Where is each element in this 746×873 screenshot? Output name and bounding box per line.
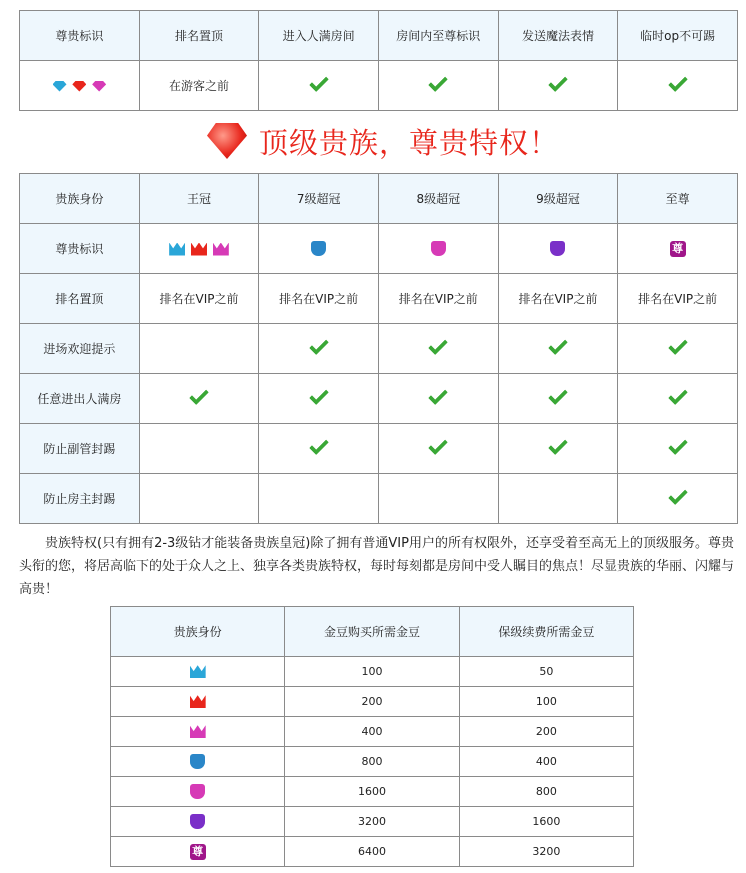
table-header-row — [111, 607, 634, 657]
check-cell — [139, 374, 259, 424]
check-icon — [668, 72, 688, 92]
check-cell — [618, 424, 738, 474]
icon-cell — [111, 717, 285, 747]
check-icon — [548, 435, 568, 455]
banner — [207, 119, 559, 163]
icon-cell — [111, 777, 285, 807]
table-row — [20, 324, 738, 374]
buy-cell: 1600 — [285, 777, 459, 807]
zun-badge-icon: 尊 — [670, 241, 686, 257]
table-row — [20, 374, 738, 424]
red-crown-icon — [191, 243, 207, 256]
check-icon — [189, 385, 209, 405]
check-cell — [139, 424, 259, 474]
pink-crown-icon — [213, 243, 229, 256]
icon-cell — [111, 687, 285, 717]
table-row — [20, 474, 738, 524]
check-cell — [378, 374, 498, 424]
row-label: 防止副管封踢 — [20, 424, 140, 474]
row-label: 排名置顶 — [20, 274, 140, 324]
vip-privileges-table — [19, 10, 738, 111]
purple-shield-crown-icon — [190, 814, 205, 829]
table-row — [20, 224, 738, 274]
col-header: 进入人满房间 — [259, 11, 379, 61]
check-cell — [139, 474, 259, 524]
table-row — [111, 837, 634, 867]
blue-shield-crown-icon — [190, 754, 205, 769]
table-row — [111, 807, 634, 837]
renew-cell: 800 — [459, 777, 633, 807]
pink-shield-crown-icon — [431, 241, 446, 256]
rank-cell: 排名在VIP之前 — [618, 274, 738, 324]
badge-cell — [139, 224, 259, 274]
col-header: 9级超冠 — [498, 174, 618, 224]
badge-cell — [498, 224, 618, 274]
col-header: 7级超冠 — [259, 174, 379, 224]
check-icon — [428, 72, 448, 92]
table-row — [111, 657, 634, 687]
rank-cell: 排名在VIP之前 — [498, 274, 618, 324]
pricing-table — [110, 606, 634, 867]
check-icon — [668, 485, 688, 505]
icon-cell — [111, 747, 285, 777]
check-icon — [309, 335, 329, 355]
buy-cell: 200 — [285, 687, 459, 717]
row-label: 尊贵标识 — [20, 224, 140, 274]
icon-cell — [111, 807, 285, 837]
badge-cell — [20, 61, 140, 111]
rank-cell: 排名在VIP之前 — [259, 274, 379, 324]
check-cell — [139, 324, 259, 374]
check-cell — [618, 324, 738, 374]
rank-cell: 排名在VIP之前 — [378, 274, 498, 324]
noble-privileges-table — [19, 173, 738, 524]
buy-cell: 800 — [285, 747, 459, 777]
banner-title: 顶级贵族，尊贵特权！ — [259, 125, 560, 160]
table-row — [111, 777, 634, 807]
renew-cell: 1600 — [459, 807, 633, 837]
col-header: 至尊 — [618, 174, 738, 224]
row-label: 进场欢迎提示 — [20, 324, 140, 374]
renew-cell: 200 — [459, 717, 633, 747]
check-cell — [259, 474, 379, 524]
check-icon — [309, 72, 329, 92]
check-cell — [498, 374, 618, 424]
check-cell — [378, 424, 498, 474]
check-cell — [259, 424, 379, 474]
check-cell — [259, 61, 379, 111]
purple-shield-crown-icon — [550, 241, 565, 256]
icon-cell — [111, 657, 285, 687]
table-row — [111, 687, 634, 717]
check-icon — [309, 385, 329, 405]
check-icon — [668, 335, 688, 355]
table-row — [20, 424, 738, 474]
check-icon — [428, 385, 448, 405]
check-cell — [498, 61, 618, 111]
col-header: 王冠 — [139, 174, 259, 224]
renew-cell: 100 — [459, 687, 633, 717]
buy-cell: 6400 — [285, 837, 459, 867]
check-icon — [668, 385, 688, 405]
check-cell — [378, 324, 498, 374]
table-row — [20, 274, 738, 324]
col-header: 房间内至尊标识 — [378, 11, 498, 61]
check-cell — [618, 374, 738, 424]
col-header: 临时op不可踢 — [618, 11, 738, 61]
check-icon — [548, 335, 568, 355]
red-diamond-icon — [72, 81, 86, 92]
check-icon — [428, 335, 448, 355]
check-cell — [259, 324, 379, 374]
buy-cell: 3200 — [285, 807, 459, 837]
check-cell — [618, 61, 738, 111]
ruby-gem-icon — [207, 123, 247, 159]
renew-cell: 50 — [459, 657, 633, 687]
check-icon — [668, 435, 688, 455]
badge-cell — [378, 224, 498, 274]
col-header: 金豆购买所需金豆 — [285, 607, 459, 657]
table-row — [111, 747, 634, 777]
col-header: 发送魔法表情 — [498, 11, 618, 61]
table-row — [111, 717, 634, 747]
check-cell — [378, 61, 498, 111]
rank-cell: 在游客之前 — [139, 61, 259, 111]
zun-badge-icon: 尊 — [190, 844, 206, 860]
col-header: 保级续费所需金豆 — [459, 607, 633, 657]
row-label: 任意进出人满房 — [20, 374, 140, 424]
table-row — [20, 61, 738, 111]
check-icon — [548, 385, 568, 405]
col-header: 贵族身份 — [111, 607, 285, 657]
table-header-row — [20, 174, 738, 224]
blue-shield-crown-icon — [311, 241, 326, 256]
check-cell — [378, 474, 498, 524]
check-icon — [548, 72, 568, 92]
blue-crown-icon — [190, 665, 206, 678]
col-header: 尊贵标识 — [20, 11, 140, 61]
purple-diamond-icon — [92, 81, 106, 92]
check-cell — [498, 424, 618, 474]
check-icon — [428, 435, 448, 455]
rank-cell: 排名在VIP之前 — [139, 274, 259, 324]
check-cell — [498, 324, 618, 374]
pink-crown-icon — [190, 725, 206, 738]
badge-cell — [618, 224, 738, 274]
col-header: 排名置顶 — [139, 11, 259, 61]
buy-cell: 400 — [285, 717, 459, 747]
pink-shield-crown-icon — [190, 784, 205, 799]
description-text: 贵族特权(只有拥有2-3级钻才能装备贵族皇冠)除了拥有普通VIP用户的所有权限外，还享受着至高无上的顶级服务。尊贵头衔的您，将居高临下的处于众人之上、独享各类贵族特权，每时每刻都是房间中受人瞩目的焦点！尽显贵族的华丽、闪耀与高贵！ — [19, 536, 735, 597]
red-crown-icon — [190, 695, 206, 708]
check-cell — [259, 374, 379, 424]
check-cell — [618, 474, 738, 524]
badge-cell — [259, 224, 379, 274]
table-header-row — [20, 11, 738, 61]
blue-crown-icon — [169, 243, 185, 256]
icon-cell — [111, 837, 285, 867]
blue-diamond-icon — [53, 81, 67, 92]
col-header: 8级超冠 — [378, 174, 498, 224]
row-label: 贵族身份 — [20, 174, 140, 224]
check-cell — [498, 474, 618, 524]
check-icon — [309, 435, 329, 455]
row-label: 防止房主封踢 — [20, 474, 140, 524]
renew-cell: 400 — [459, 747, 633, 777]
renew-cell: 3200 — [459, 837, 633, 867]
buy-cell: 100 — [285, 657, 459, 687]
